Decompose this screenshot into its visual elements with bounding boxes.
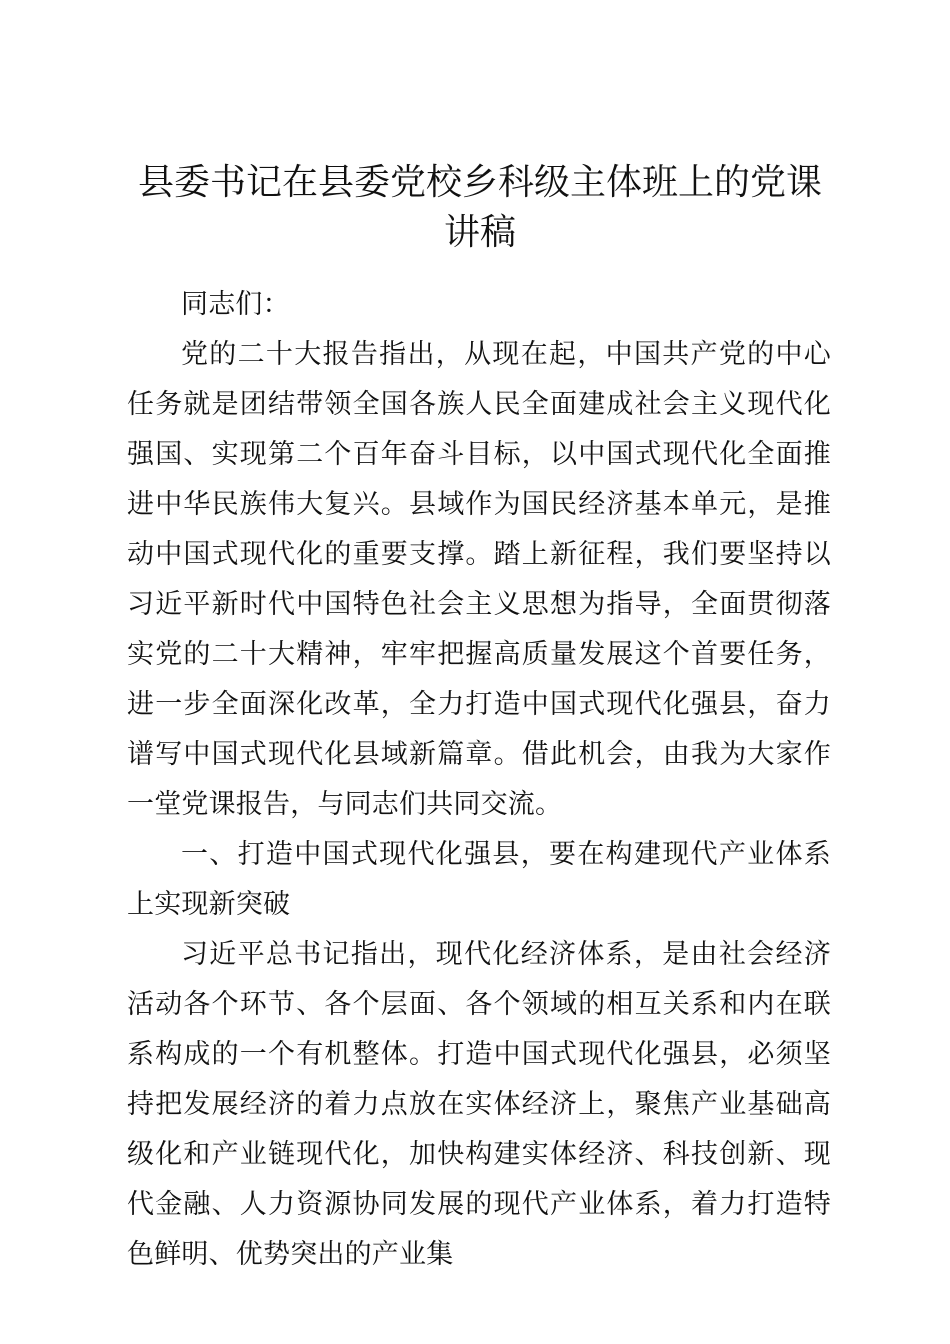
section-heading-1: 一、打造中国式现代化强县，要在构建现代产业体系上实现新突破	[127, 839, 831, 920]
body-paragraph-section-1: 习近平总书记指出，现代化经济体系，是由社会经济活动各个环节、各个层面、各个领域的相互关系和内在联系构成的一个有机整体。打造中国式现代化强县，必须坚持把发展经济的着力点放在实体经济上，聚焦产业基础高级化和产业链现代化，加快构建实体经济、科技创新、现代金融、人力资源协同发展的现代产业体系，着力打造特色鲜明、优势突出的产业集	[127, 939, 831, 1270]
salutation: 同志们：	[181, 289, 290, 320]
body-paragraph-intro: 党的二十大报告指出，从现在起，中国共产党的中心任务就是团结带领全国各族人民全面建成社会主义现代化强国、实现第二个百年奋斗目标，以中国式现代化全面推进中华民族伟大复兴。县域作为国民经济基本单元，是推动中国式现代化的重要支撑。踏上新征程，我们要坚持以习近平新时代中国特色社会主义思想为指导，全面贯彻落实党的二十大精神，牢牢把握高质量发展这个首要任务，进一步全面深化改革，全力打造中国式现代化强县，奋力谱写中国式现代化县域新篇章。借此机会，由我为大家作一堂党课报告，与同志们共同交流。	[127, 339, 831, 820]
document-body	[127, 280, 831, 1280]
document-title: 县委书记在县委党校乡科级主体班上的党课讲稿	[137, 162, 822, 253]
